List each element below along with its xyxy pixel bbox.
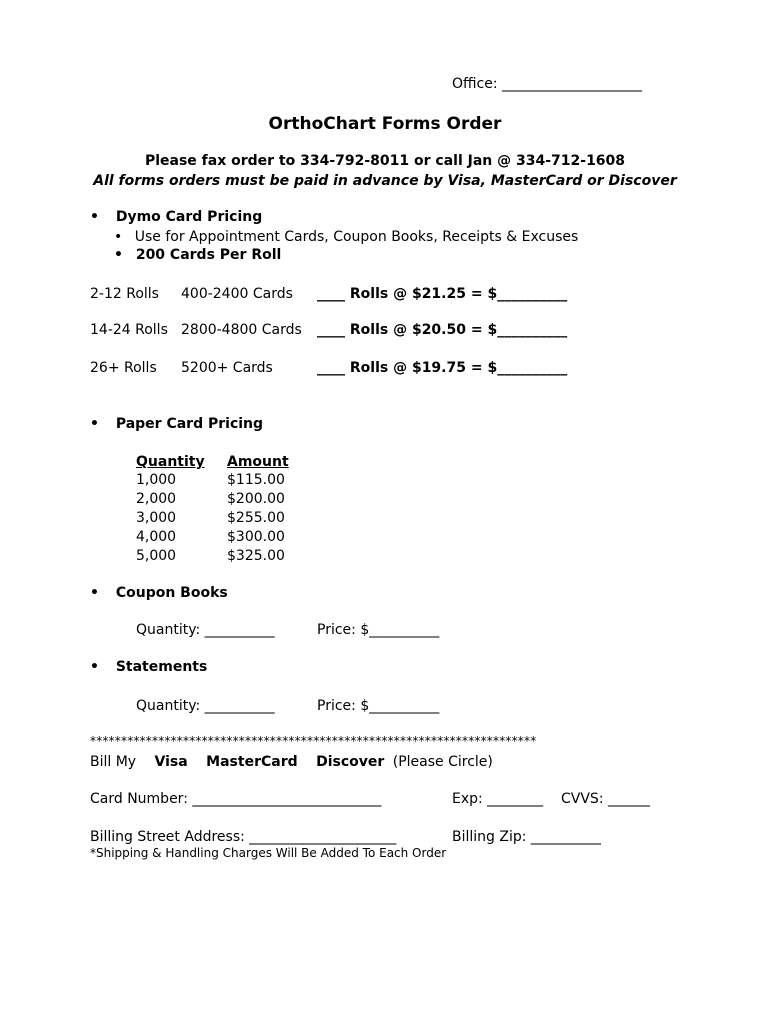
office-label: Office: [452,76,498,92]
bill-my-label: Bill My [90,754,137,770]
statements-quantity-field: Quantity: __________ [136,698,275,714]
paper-quantity-cell: 2,000 [136,491,177,507]
paper-quantity-cell: 4,000 [136,529,177,545]
cvvs-field: CVVS: ______ [561,791,650,807]
payment-notice: All forms orders must be paid in advance by Visa, MasterCard or Discover [93,173,677,189]
dymo-row-cards: 2800-4800 Cards [181,322,302,338]
bullet-icon: • [90,416,99,432]
amount-column-header: Amount [227,454,289,470]
billing-street-field: Billing Street Address: _____________________ [90,829,397,845]
dymo-row-cards: 400-2400 Cards [181,286,293,302]
office-field [452,76,642,92]
statements-section-heading: • Statements [90,659,208,675]
dymo-row-price: ____ Rolls @ $21.25 = $__________ [317,286,568,302]
please-circle-note: (Please Circle) [392,754,493,770]
paper-quantity-cell: 1,000 [136,472,177,488]
billing-zip-field: Billing Zip: __________ [452,829,601,845]
bullet-icon: • [90,659,99,675]
exp-field: Exp: ________ [452,791,544,807]
shipping-note: *Shipping & Handling Charges Will Be Added To Each Order [90,846,447,860]
dymo-row-rolls: 14-24 Rolls [90,322,168,338]
paper-section-heading: • Paper Card Pricing [90,416,264,432]
statements-price-field: Price: $__________ [317,698,440,714]
dymo-section-heading: • Dymo Card Pricing [90,209,263,225]
paper-amount-cell: $255.00 [227,510,285,526]
dymo-roll-note: • 200 Cards Per Roll [114,247,282,263]
coupon-quantity-field: Quantity: __________ [136,622,275,638]
fax-instructions: Please fax order to 334-792-8011 or call Jan @ 334-712-1608 [144,153,626,169]
dymo-use-note: • Use for Appointment Cards, Coupon Books, Receipts & Excuses [114,229,579,245]
dymo-row-rolls: 2-12 Rolls [90,286,159,302]
asterisk-divider: ************************************************************************ [90,734,537,748]
dymo-row-rolls: 26+ Rolls [90,360,157,376]
bullet-icon: • [90,585,99,601]
visa-option: Visa [154,754,188,770]
paper-amount-cell: $300.00 [227,529,285,545]
coupon-price-field: Price: $__________ [317,622,440,638]
quantity-column-header: Quantity [136,454,205,470]
discover-option: Discover [316,754,385,770]
dymo-row-price: ____ Rolls @ $19.75 = $__________ [317,360,568,376]
paper-amount-cell: $200.00 [227,491,285,507]
paper-amount-cell: $325.00 [227,548,285,564]
bullet-icon: • [90,209,99,225]
bullet-icon: • [114,229,123,245]
bullet-icon: • [114,247,123,263]
page-title: OrthoChart Forms Order [268,114,502,134]
bill-my-line [90,754,493,770]
dymo-row-price: ____ Rolls @ $20.50 = $__________ [317,322,568,338]
paper-amount-cell: $115.00 [227,472,285,488]
office-blank: ____________________ [502,76,643,92]
card-number-field: Card Number: ___________________________ [90,791,382,807]
dymo-row-cards: 5200+ Cards [181,360,273,376]
coupon-section-heading: • Coupon Books [90,585,228,601]
mastercard-option: MasterCard [206,754,298,770]
paper-quantity-cell: 3,000 [136,510,177,526]
paper-quantity-cell: 5,000 [136,548,177,564]
